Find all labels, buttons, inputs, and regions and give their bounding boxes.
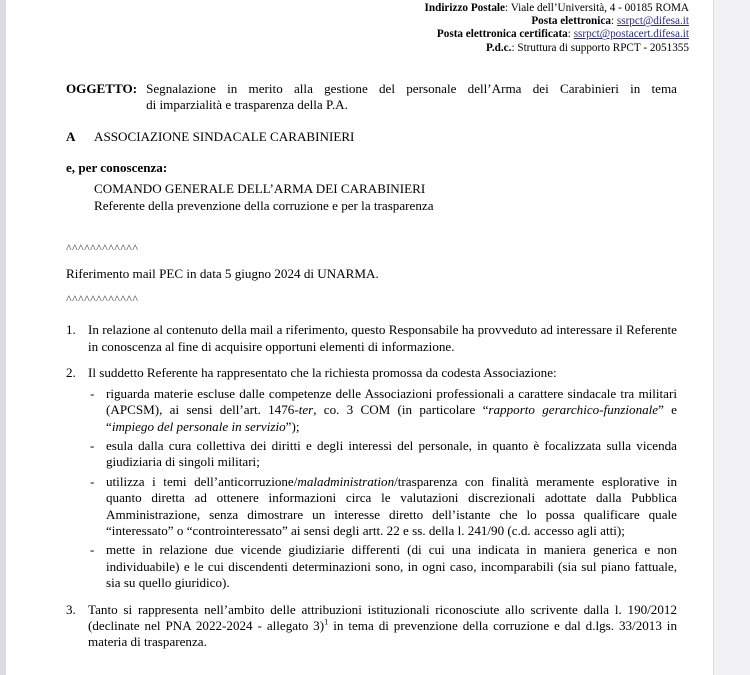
letterhead-pdc-row	[6, 42, 689, 55]
viewer-right-gutter	[713, 0, 750, 675]
dash-bullet-marker: -	[90, 473, 95, 489]
text-run: ”);	[285, 418, 300, 434]
text-run: in tema di prevenzione della corruzione e dal d.lgs. 33/2013 in materia di trasparenza.	[88, 617, 677, 650]
letterhead-pec-separator: :	[567, 28, 574, 41]
subject-line-2: di imparzialità e trasparenza della P.A.	[146, 97, 348, 113]
letterhead-pec-row	[6, 28, 689, 41]
document-page	[6, 0, 713, 675]
letterhead-pdc-label: P.d.c.	[486, 41, 512, 54]
text-run: ” e “	[106, 402, 677, 434]
text-run: /trasparenza con finalità meramente esplorative in quanto diretta ad ottenere informazioni circa le valutazioni discrezionali adottate dalla Pubblica Amministrazione, senza dimostrare un interesse diretto dell’istante che lo possa qualificare quale “interessato” o “controinteressato” ai sensi degli artt. 22 e ss. della l. 241/90 (c.d. accesso agli atti);	[106, 473, 678, 538]
text-run: riguarda materie escluse dalle competenze delle Associazioni professionali a carattere sindacale tra militari (APCSM), ai sensi dell’art. 1476-	[106, 385, 677, 418]
email-link[interactable]: ssrpct@difesa.it	[616, 15, 689, 28]
emphasis-text: ter	[298, 402, 314, 418]
spacer	[66, 55, 677, 81]
reference-line: Riferimento mail PEC in data 5 giugno 2024 di UNARMA.	[66, 265, 379, 281]
subject-block	[66, 81, 677, 114]
spacer	[66, 214, 677, 240]
letterhead-pec-label: Posta elettronica certificata	[436, 28, 568, 41]
spacer	[66, 145, 677, 160]
subject-line-1: Segnalazione in merito alla gestione del personale dell’Arma dei Carabinieri in tema	[146, 80, 677, 96]
separator-bottom: ^^^^^^^^^^^^	[66, 292, 139, 307]
dash-list-item-text	[106, 386, 677, 434]
dash-sublist	[88, 386, 677, 592]
separator-top: ^^^^^^^^^^^^	[66, 241, 139, 256]
dash-bullet-marker: -	[90, 385, 95, 401]
letterhead-address-value: : Viale dell’Università, 4 - 00185 ROMA	[505, 2, 689, 14]
letterhead-address-row	[6, 2, 689, 15]
letterhead-pdc-value: : Struttura di supporto RPCT - 2051355	[511, 41, 689, 54]
dash-list-item-text	[106, 438, 677, 469]
letterhead-email-separator: :	[610, 15, 617, 28]
dash-list-item-text	[106, 542, 677, 590]
list-item-text: In relazione al contenuto della mail a riferimento, questo Responsabile ha provveduto ad interessare il Referente in conoscenza al fine di acquisire opportuni elementi di informazione.	[88, 322, 677, 354]
dash-list-item	[88, 474, 677, 540]
list-item-number: 1.	[66, 322, 76, 338]
dash-list-item-text	[106, 474, 677, 538]
spacer	[66, 257, 677, 266]
numbered-list-item	[66, 365, 677, 591]
numbered-list-item	[66, 322, 677, 355]
text-run: , co. 3 COM (in particolare “	[313, 402, 489, 418]
dash-bullet-marker: -	[90, 542, 95, 558]
spacer	[66, 114, 677, 129]
dash-list-item	[88, 386, 677, 435]
text-run: esula dalla cura collettiva dei diritti e degli interessi del personale, in quanto è focalizzata sulla vicenda giudiziaria di singoli militari;	[106, 437, 677, 470]
addressee-block	[66, 129, 677, 145]
list-item-number: 3.	[66, 601, 76, 617]
addressee-prefix: A	[66, 128, 76, 144]
cc-label: e, per conoscenza:	[66, 160, 168, 176]
dash-list-item	[88, 438, 677, 471]
emphasis-text: rapporto gerarchico-funzionale	[488, 402, 659, 418]
letterhead-email-row	[6, 15, 689, 28]
letterhead-address-label: Indirizzo Postale	[424, 2, 505, 14]
letterhead	[6, 0, 713, 55]
addressee-name: ASSOCIAZIONE SINDACALE CARABINIERI	[94, 128, 355, 144]
letterhead-email-label: Posta elettronica	[531, 15, 611, 28]
text-run: Tanto si rappresenta nell’ambito delle attribuzioni istituzionali riconosciute allo scrivente dalla l. 190/2012 (declinate nel PNA 2022-2024 - allegato 3)	[88, 601, 677, 633]
pec-link[interactable]: ssrpct@postacert.difesa.it	[573, 28, 689, 41]
dash-list-item	[88, 542, 677, 591]
spacer	[66, 307, 677, 322]
subject-text	[146, 81, 677, 114]
spacer	[66, 282, 677, 291]
cc-recipient-name: COMANDO GENERALE DELL’ARMA DEI CARABINIERI	[94, 181, 426, 197]
text-run: utilizza i temi dell’anticorruzione/	[106, 473, 298, 489]
list-item-text	[88, 602, 677, 650]
list-item-text: Il suddetto Referente ha rappresentato che la richiesta promossa da codesta Associazione:	[88, 365, 557, 381]
text-run: mette in relazione due vicende giudiziarie differenti (di cui una indicata in maniera generica e non individuabile) e le cui discendenti determinazioni sono, in ogni caso, incomparabili (sia sul piano fattuale, sia su quello giuridico).	[106, 542, 677, 591]
list-item-number: 2.	[66, 365, 76, 381]
document-body	[6, 55, 713, 651]
numbered-list	[66, 322, 677, 650]
cc-recipient-role: Referente della prevenzione della corruzione e per la trasparenza	[94, 197, 434, 213]
dash-bullet-marker: -	[90, 437, 95, 453]
emphasis-text: impiego del personale in servizio	[111, 418, 286, 434]
emphasis-text: maladministration	[297, 473, 395, 489]
subject-label: OGGETTO:	[66, 80, 138, 96]
numbered-list-item	[66, 602, 677, 651]
footnote-marker: 1	[324, 617, 329, 627]
